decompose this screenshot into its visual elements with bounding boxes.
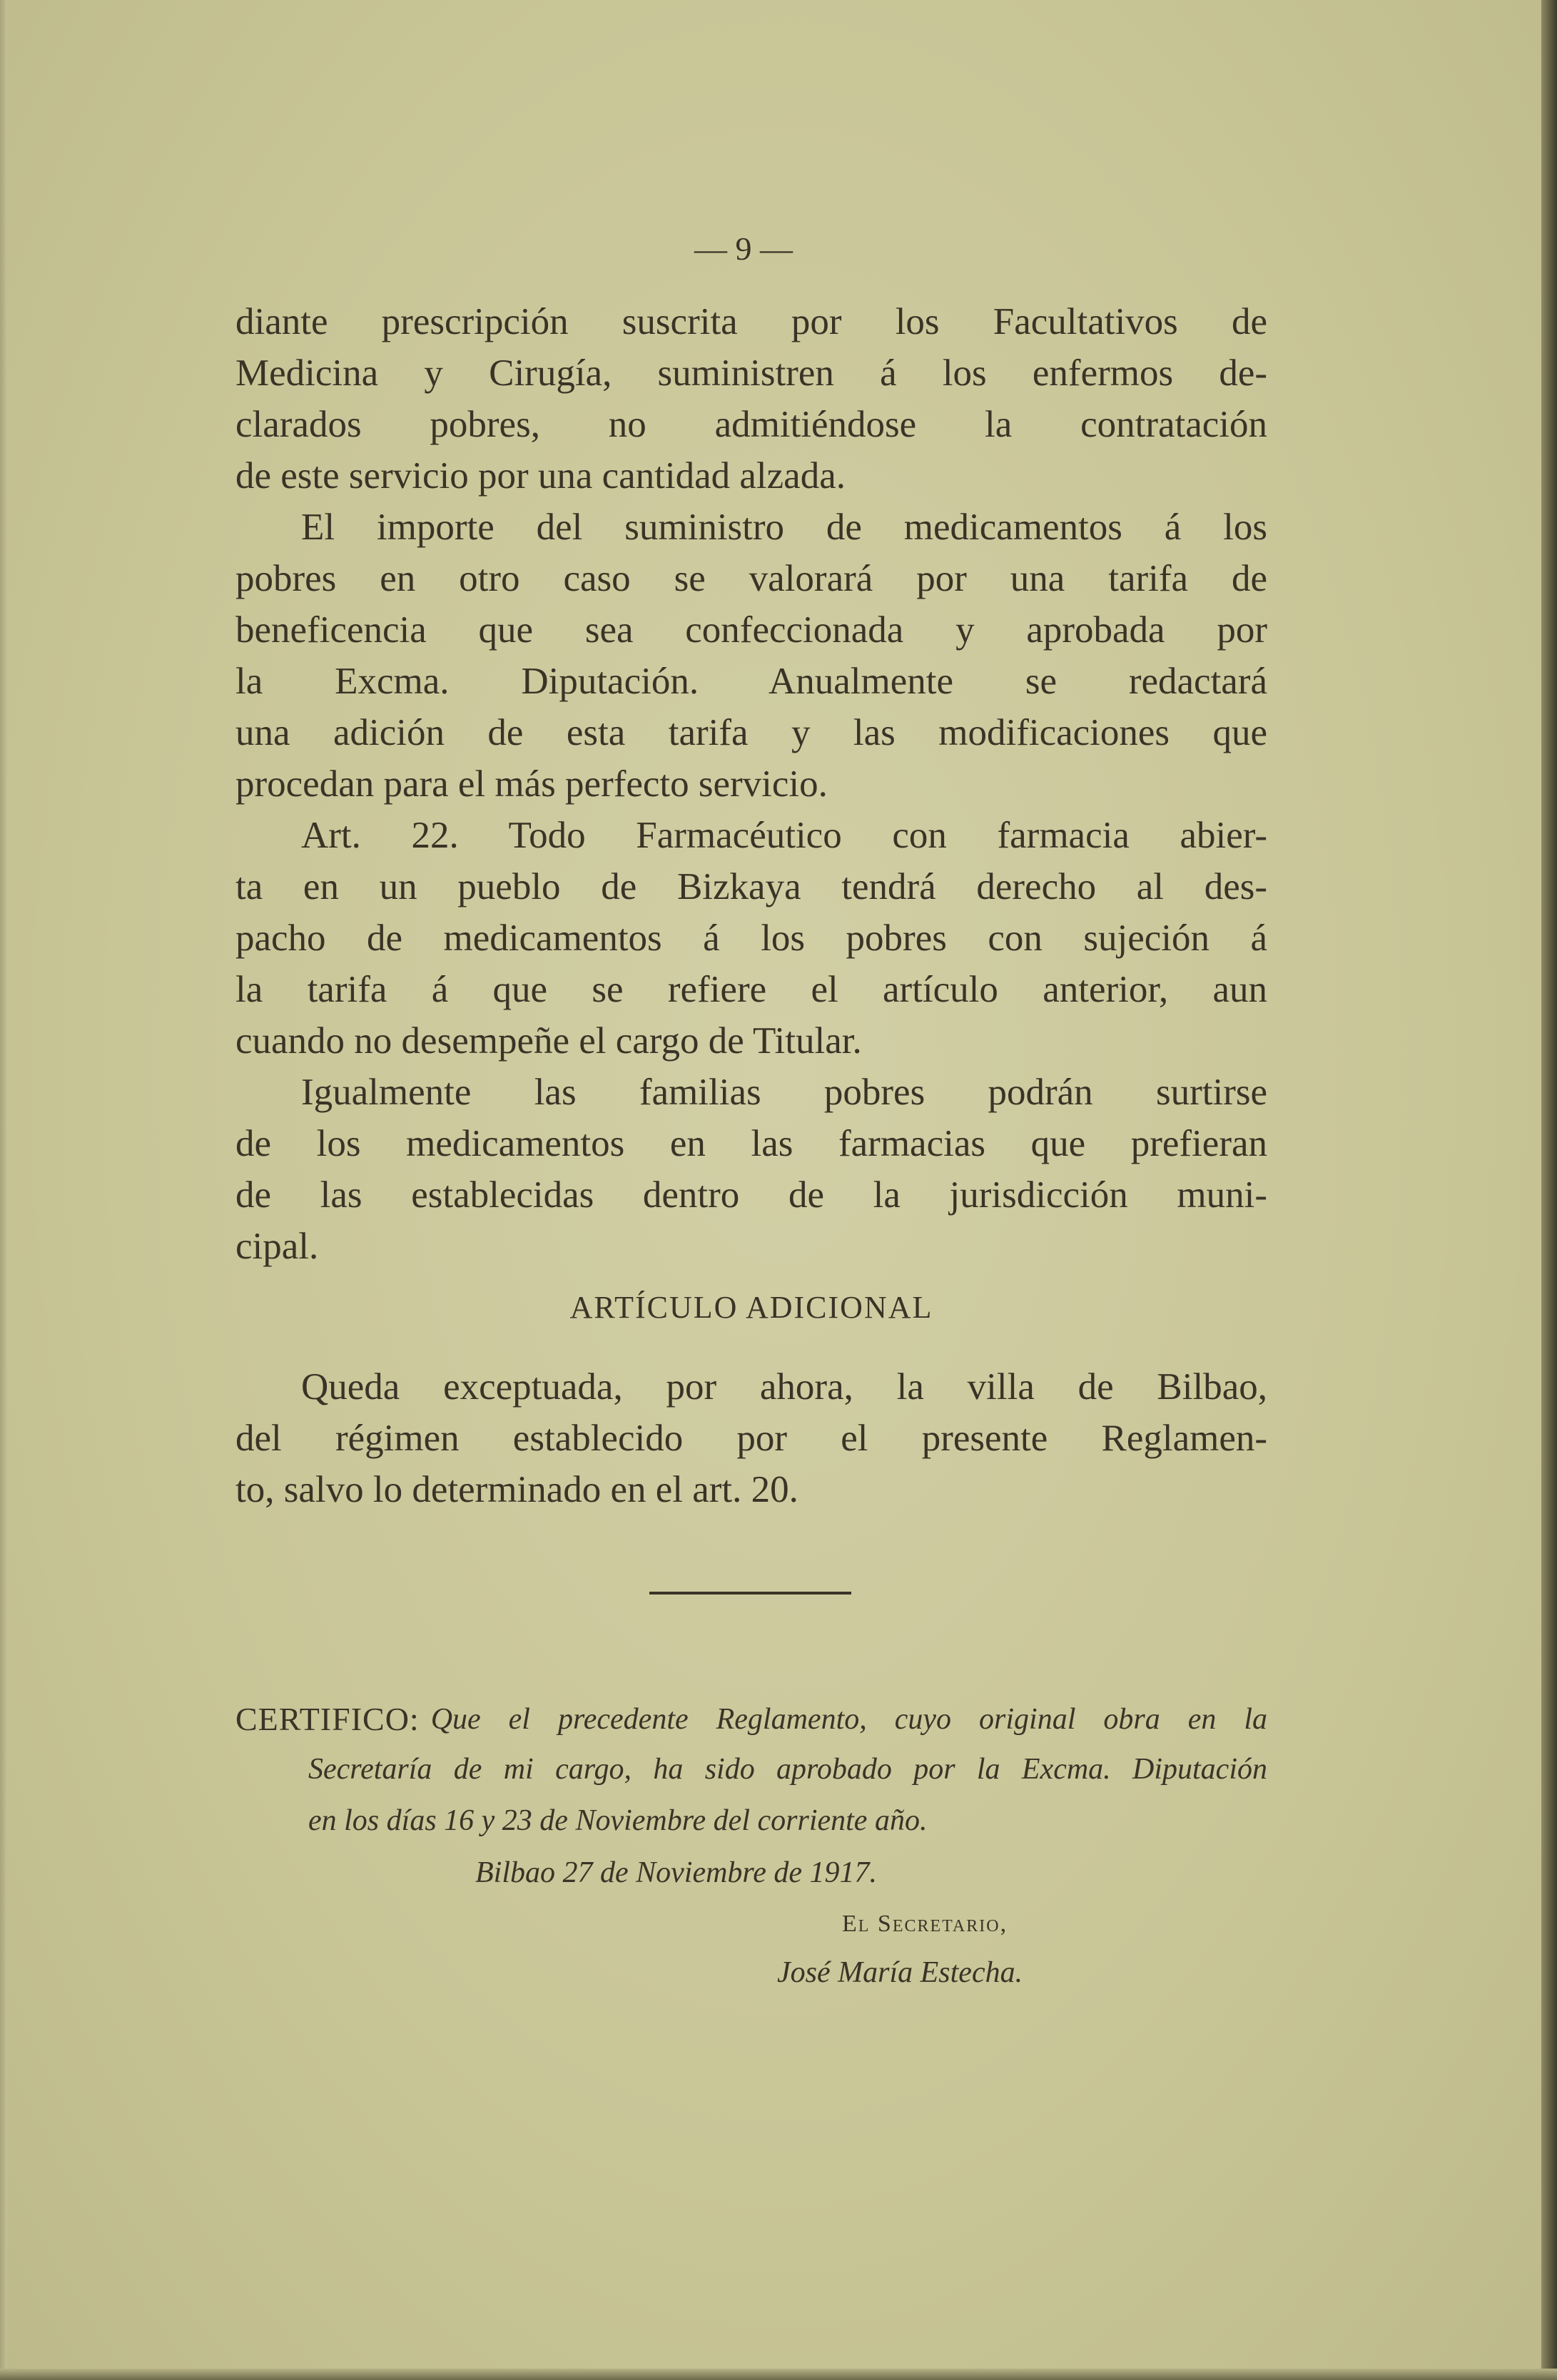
text-line: Queda exceptuada, por ahora, la villa de Bilbao, <box>301 1366 1267 1408</box>
page-edge-right <box>1541 0 1557 2380</box>
page-number: — 9 — <box>694 230 793 267</box>
text-line: ta en un pueblo de Bizkaya tendrá derecho al des- <box>235 866 1267 907</box>
page-edge-bottom <box>0 2369 1557 2380</box>
divider-rule <box>649 1592 851 1595</box>
certificate-line: Secretaría de mi cargo, ha sido aprobado por la Excma. Diputación <box>308 1753 1267 1786</box>
certificate-line: en los días 16 y 23 de Noviembre del corriente año. <box>308 1804 928 1837</box>
page-edge-left <box>0 0 7 2380</box>
text-line: clarados pobres, no admitiéndose la contratación <box>235 404 1267 445</box>
text-line: la tarifa á que se refiere el artículo anterior, aun <box>235 969 1267 1010</box>
section-heading: ARTÍCULO ADICIONAL <box>569 1290 933 1325</box>
text-line: pobres en otro caso se valorará por una tarifa de <box>235 558 1267 599</box>
text-line: Medicina y Cirugía, suministren á los enfermos de- <box>235 352 1267 394</box>
text-line: del régimen establecido por el presente Reglamen- <box>235 1418 1267 1459</box>
text-line: una adición de esta tarifa y las modificaciones que <box>235 712 1267 753</box>
text-line: de las establecidas dentro de la jurisdicción muni- <box>235 1174 1267 1216</box>
text-line: de los medicamentos en las farmacias que prefieran <box>235 1123 1267 1164</box>
signer-name: José María Estecha. <box>777 1956 1023 1989</box>
text-line: la Excma. Diputación. Anualmente se redactará <box>235 661 1267 702</box>
text-line: beneficencia que sea confeccionada y aprobada por <box>235 609 1267 651</box>
text-line: diante prescripción suscrita por los Facultativos de <box>235 301 1267 342</box>
text-line: El importe del suministro de medicamentos á los <box>301 507 1267 548</box>
text-line: cipal. <box>235 1226 319 1267</box>
text-line: procedan para el más perfecto servicio. <box>235 763 828 805</box>
certificate-line: Que el precedente Reglamento, cuyo original obra en la <box>430 1703 1267 1736</box>
text-line: Igualmente las familias pobres podrán surtirse <box>301 1072 1267 1113</box>
text-line: cuando no desempeñe el cargo de Titular. <box>235 1020 862 1062</box>
signer-title: El Secretario, <box>842 1911 1008 1937</box>
text-line: de este servicio por una cantidad alzada. <box>235 455 846 497</box>
text-line: to, salvo lo determinado en el art. 20. <box>235 1469 798 1510</box>
text-line: Art. 22. Todo Farmacéutico con farmacia abier- <box>301 815 1267 856</box>
text-line: pacho de medicamentos á los pobres con sujeción á <box>235 917 1267 959</box>
certificate-place-date: Bilbao 27 de Noviembre de 1917. <box>475 1856 878 1889</box>
certificate-label: CERTIFICO: <box>235 1701 420 1737</box>
certificate-first-line <box>235 1698 1267 1741</box>
